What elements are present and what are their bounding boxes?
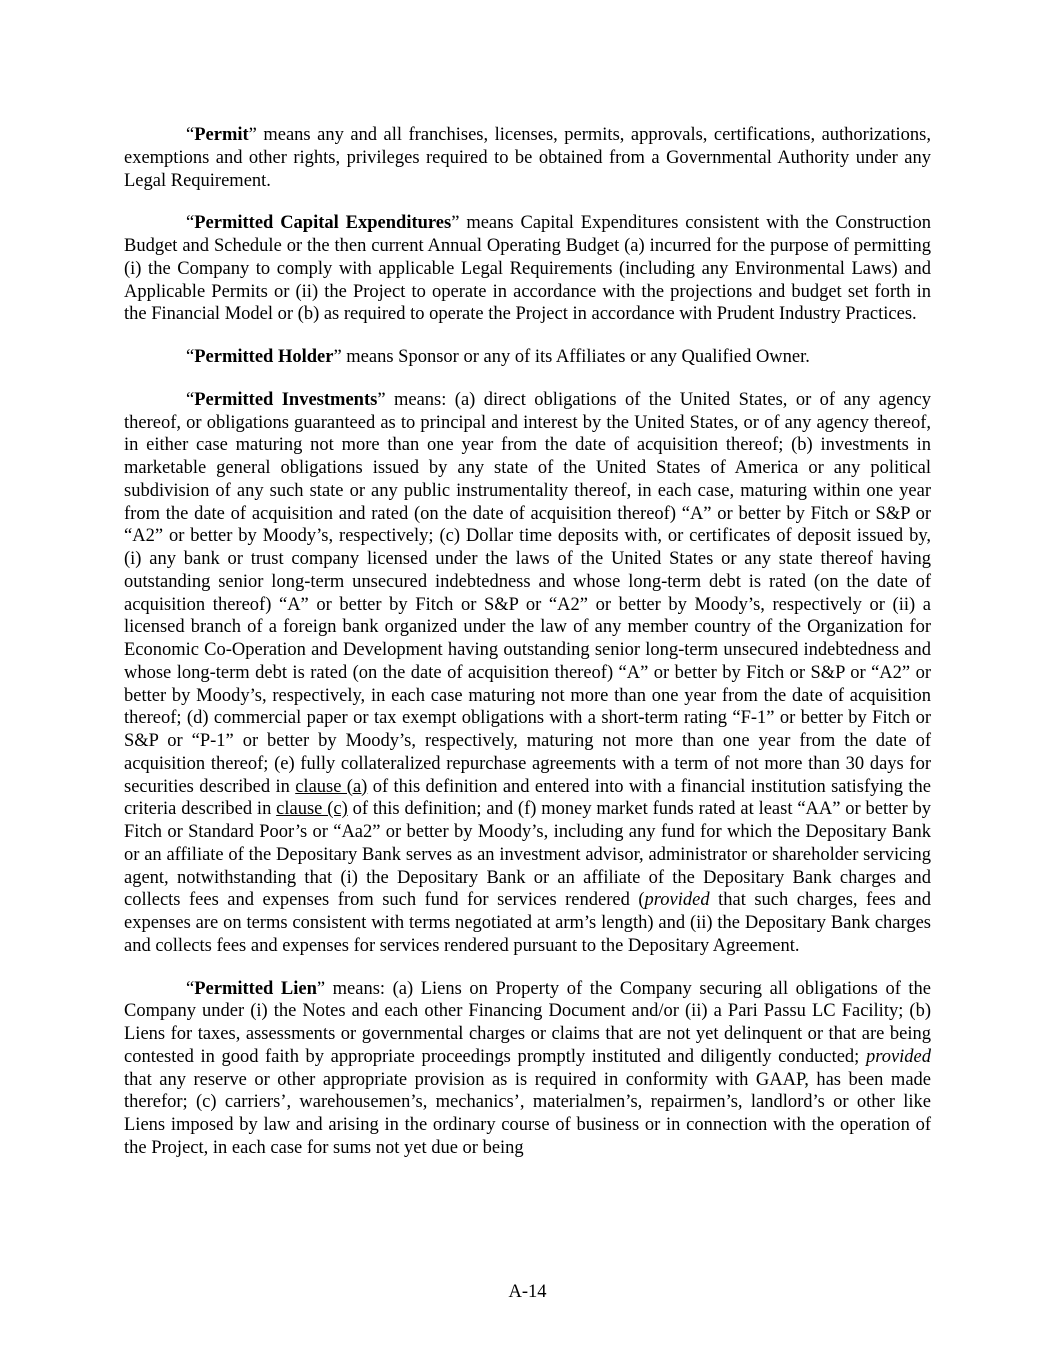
definition-permit: “Permit” means any and all franchises, licenses, permits, approvals, certifications, authorizations, exemptions and other rights, privileges required to be obtained from a Governmental Authority under any Legal Requirement. bbox=[124, 125, 932, 191]
defined-term: Permitted Capital Expenditures bbox=[194, 213, 452, 234]
definition-text: means: (a) Liens on Property of the Company securing all obligations of the Company under (i) the Notes and each other Financing Document and/or (ii) a Pari Passu LC Facility; (b) Liens for taxes, assessments or governmental charges or claims that are not yet delinquent or that are being contested in good faith by appropriate proceedings promptly instituted and diligently conducted; bbox=[124, 978, 932, 1067]
definition-permitted-holder: “Permitted Holder” means Sponsor or any of its Affiliates or any Qualified Owner. bbox=[186, 347, 810, 367]
definition-text: of this definition; and (f) money market funds rated at least “AA” or better by Fitch or Standard Poor’s or “Aa2” or better by Moody’s, including any fund for which the Depositary Bank or an affiliate of the Depositary Bank serves as an investment advisor, administrator or shareholder servicing agent, notwithstanding that (i) the Depositary Bank or an affiliate of the Depositary Bank charges and collects fees and expenses from such fund for services rendered ( bbox=[124, 799, 931, 911]
definition-text: of this definition and entered into with a financial institution satisfying the criteria described in bbox=[124, 776, 932, 820]
definition-text: means: (a) direct obligations of the United States, or of any agency thereof, or obligations guaranteed as to principal and interest by the United States, or of any agency thereof, in either case maturing not more than one year from the date of acquisition thereof; (b) investments in marketable general obligations issued by any state of the United States of America or any political subdivision of any such state or any public instrumentality thereof, in each case, maturing within one year from the date of acquisition and rated (on the date of acquisition thereof) “A” or better by Fitch or S&P or “A2” or better by Moody’s, respectively; (c) Dollar time deposits with, or certificates of deposit issued by, (i) any bank or trust company licensed under the laws of the United States or any state thereof having outstanding senior long-term unsecured indebtedness and whose long-term debt is rated (on the date of acquisition thereof) “A” or better by Fitch or S&P or “A2” or better by Moody’s, respectively or (ii) a licensed branch of a foreign bank organized under the law of any member country of the Organization for Economic Co-Operation and Development having outstanding senior long-term unsecured indebtedness and whose long-term debt is rated (on the date of acquisition thereof) “A” or better by Fitch or S&P or “A2” or better by Moody’s, respectively, in each case maturing not more than one year from the date of acquisition thereof; (d) commercial paper or tax exempt obligations with a short-term rating “F-1” or better by Fitch or S&P or “P-1” or better by Moody’s, respectively, maturing not more than one year from the date of acquisition thereof; (e) fully collateralized repurchase agreements with a term of not more than 30 days for securities described in bbox=[124, 389, 931, 797]
defined-term: Permitted Investments bbox=[194, 389, 378, 410]
clause-reference: clause (c) bbox=[276, 799, 348, 820]
definition-text: means any and all franchises, licenses, permits, approvals, certifications, authorizations, exemptions and other rights, privileges required to be obtained from a Governmental Authority under any Legal Requirement. bbox=[124, 125, 932, 191]
document-page bbox=[124, 124, 931, 1180]
defined-term: Permitted Lien bbox=[194, 978, 317, 999]
definitions-list bbox=[124, 124, 931, 1160]
emphasis-text: provided bbox=[644, 890, 710, 911]
definition-text: means Sponsor or any of its Affiliates or any Qualified Owner. bbox=[346, 347, 810, 367]
page-number: A-14 bbox=[508, 1282, 547, 1302]
defined-term: Permitted Holder bbox=[194, 347, 334, 367]
definition-text: that any reserve or other appropriate provision as is required in conformity with GAAP, has been made therefor; (c) carriers’, warehousemen’s, mechanics’, materialmen’s, repairmen’s, landlord’s or other like Liens imposed by law and arising in the ordinary course of business or in connection with the operation of the Project, in each case for sums not yet due or being bbox=[124, 1069, 931, 1158]
definition-permitted-capital-expenditures: “Permitted Capital Expenditures” means Capital Expenditures consistent with the Construction Budget and Schedule or the then current Annual Operating Budget (a) incurred for the purpose of permitting (i) the Company to comply with applicable Legal Requirements (including any Environmental Laws) and Applicable Permits or (ii) the Project to operate in accordance with the projections and budget set forth in the Financial Model or (b) as required to operate the Project in accordance with Prudent Industry Practices. bbox=[124, 213, 931, 325]
emphasis-text: provided bbox=[865, 1046, 932, 1067]
defined-term: Permit bbox=[194, 125, 249, 145]
definition-permitted-lien: “Permitted Lien” means: (a) Liens on Property of the Company securing all obligations of the Company under (i) the Notes and each other Financing Document and/or (ii) a Pari Passu LC Facility; (b) Liens for taxes, assessments or governmental charges or claims that are not yet delinquent or that are being contested in good faith by appropriate proceedings promptly instituted and diligently conducted; provided that any reserve or other appropriate provision as is required in conformity with GAAP, has been made therefor; (c) carriers’, warehousemen’s, mechanics’, materialmen’s, repairmen’s, landlord’s or other like Liens imposed by law and arising in the ordinary course of business or in connection with the operation of the Project, in each case for sums not yet due or being bbox=[124, 978, 932, 1158]
definition-text: means Capital Expenditures consistent with the Construction Budget and Schedule or the then current Annual Operating Budget (a) incurred for the purpose of permitting (i) the Company to comply with applicable Legal Requirements (including any Environmental Laws) and Applicable Permits or (ii) the Project to operate in accordance with the projections and budget set forth in the Financial Model or (b) as required to operate the Project in accordance with Prudent Industry Practices. bbox=[124, 213, 931, 325]
clause-reference: clause (a) bbox=[295, 776, 368, 797]
definition-permitted-investments: “Permitted Investments” means: (a) direct obligations of the United States, or of any agency thereof, or obligations guaranteed as to principal and interest by the United States, or of any agency thereof, in either case maturing not more than one year from the date of acquisition thereof; (b) investments in marketable general obligations issued by any state of the United States of America or any political subdivision of any such state or any public instrumentality thereof, in each case, maturing within one year from the date of acquisition and rated (on the date of acquisition thereof) “A” or better by Fitch or S&P or “A2” or better by Moody’s, respectively; (c) Dollar time deposits with, or certificates of deposit issued by, (i) any bank or trust company licensed under the laws of the United States or any state thereof having outstanding senior long-term unsecured indebtedness and whose long-term debt is rated (on the date of acquisition thereof) “A” or better by Fitch or S&P or “A2” or better by Moody’s, respectively or (ii) a licensed branch of a foreign bank organized under the law of any member country of the Organization for Economic Co-Operation and Development having outstanding senior long-term unsecured indebtedness and whose long-term debt is rated (on the date of acquisition thereof) “A” or better by Fitch or S&P or “A2” or better by Moody’s, respectively, in each case maturing not more than one year from the date of acquisition thereof; (d) commercial paper or tax exempt obligations with a short-term rating “F-1” or better by Fitch or S&P or “P-1” or better by Moody’s, respectively, maturing not more than one year from the date of acquisition thereof; (e) fully collateralized repurchase agreements with a term of not more than 30 days for securities described in clause (a) of this definition and entered into with a financial institution satisfying the criteria described in clause (c) of this definition; and (f) money market funds rated at least “AA” or better by Fitch or Standard Poor’s or “Aa2” or better by Moody’s, including any fund for which the Depositary Bank or an affiliate of the Depositary Bank serves as an investment advisor, administrator or shareholder servicing agent, notwithstanding that (i) the Depositary Bank or an affiliate of the Depositary Bank charges and collects fees and expenses from such fund for services rendered (provided that such charges, fees and expenses are on terms consistent with terms negotiated at arm’s length) and (ii) the Depositary Bank charges and collects fees and expenses for services rendered pursuant to the Depositary Agreement. bbox=[124, 389, 932, 956]
definition-text: that such charges, fees and expenses are on terms consistent with terms negotiated at arm’s length) and (ii) the Depositary Bank charges and collects fees and expenses for services rendered pursuant to the Depositary Agreement. bbox=[124, 890, 931, 956]
